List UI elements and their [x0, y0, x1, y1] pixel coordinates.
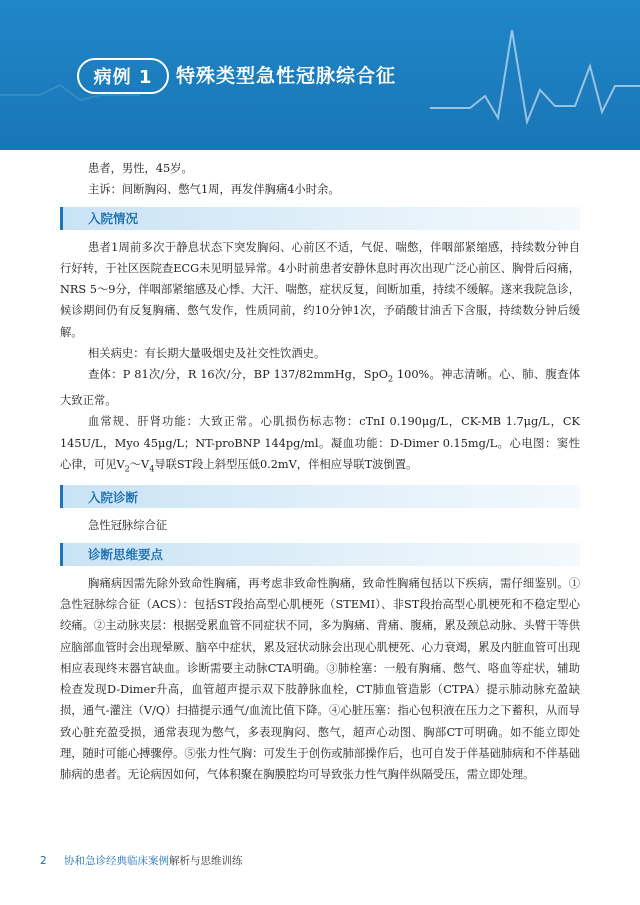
chief-complaint: 主诉：间断胸闷、憋气1周，再发伴胸痛4小时余。 [88, 183, 340, 197]
admission-diagnosis: 急性冠脉综合征 [88, 519, 168, 533]
book-title: 协和急诊经典临床案例 [64, 855, 170, 867]
book-subtitle: 解析与思维训练 [169, 855, 243, 867]
section-admission-header: 入院情况 [60, 207, 580, 230]
patient-info: 患者，男性，45岁。 [88, 162, 193, 175]
chapter-title: 特殊类型急性冠脉综合征 [176, 65, 397, 87]
related-history: 相关病史：有长期大量吸烟史及社交性饮酒史。 [88, 347, 326, 361]
diagnostic-thinking: 胸痛病因需先除外致命性胸痛，再考虑非致命性胸痛，致命性胸痛包括以下疾病，需仔细鉴别。①急性冠脉综合征（ACS）：包括ST段抬高型心肌梗死（STEMI）、非ST段抬高型心肌梗死和不稳定型心绞痛。②主动脉夹层：根据受累血管不同症状不同，多为胸痛、背痛、腹痛，累及颈总动脉、头臂干等供应脑部血管时会出现晕厥、脑卒中症状，累及冠状动脉会出现心肌梗死、心力衰竭，累及内脏血管可出现相应表现终末器官缺血。诊断需要主动脉CTA明确。③肺栓塞：一般有胸痛、憋气、咯血等症状，辅助检查发现D-Dimer升高，血管超声提示双下肢静脉血栓，CT肺血管造影（CTPA）提示肺动脉充盈缺损，通气-灌注（V/Q）扫描提示通气/血流比值下降。④心脏压塞：指心包积液在压力之下蓄积，从而导致心脏充盈受损，通常表现为憋气，多表现胸闷、憋气，超声心动图、胸部CT可明确。如不能立即处理，随时可能心搏骤停。⑤张力性气胸：可发生于创伤或肺部操作后，也可自发于伴基础肺病和不伴基础肺病的患者。无论病因如何，气体积聚在胸膜腔均可导致张力性气胸伴纵隔受压，需立即处理。 [60, 576, 580, 782]
page-footer [40, 853, 243, 868]
physical-exam: 查体：P 81次/分，R 16次/分，BP 137/82mmHg，SpO$_2$ 100%。神志清晰。心、肺、腹查体大致正常。 [60, 368, 580, 407]
header-banner [0, 0, 640, 150]
section-diagnosis-header: 入院诊断 [60, 485, 580, 508]
case-number-badge: 病例 1 [77, 58, 169, 94]
present-history: 患者1周前多次于静息状态下突发胸闷、心前区不适，气促、喘憋，伴咽部紧缩感，持续数分钟自行好转，于社区医院查ECG未见明显异常。4小时前患者安静休息时再次出现广泛心前区、胸骨后闷痛，NRS 5～9分，伴咽部紧缩感及心悸、大汗、喘憋，症状反复，间断加重，持续不缓解。遂来我院急诊，候诊期间仍有反复胸痛、憋气发作，性质同前，约10分钟1次，予硝酸甘油舌下含服，持续数分钟后缓解。 [60, 240, 580, 339]
lab-results: 血常规、肝肾功能：大致正常。心肌损伤标志物：cTnI 0.190μg/L，CK-MB 1.7μg/L，CK 145U/L，Myo 45μg/L；NT-proBNP 144pg/ml。凝血功能：D-Dimer 0.15mg/L。心电图：窦性心律，可见$V_2\sim V_4$导联ST段上斜型压低0.2mV，伴相应导联T波倒置。 [60, 415, 580, 474]
page-number: 2 [40, 855, 47, 867]
page-content [60, 158, 580, 786]
section-thinking-header: 诊断思维要点 [60, 543, 580, 566]
